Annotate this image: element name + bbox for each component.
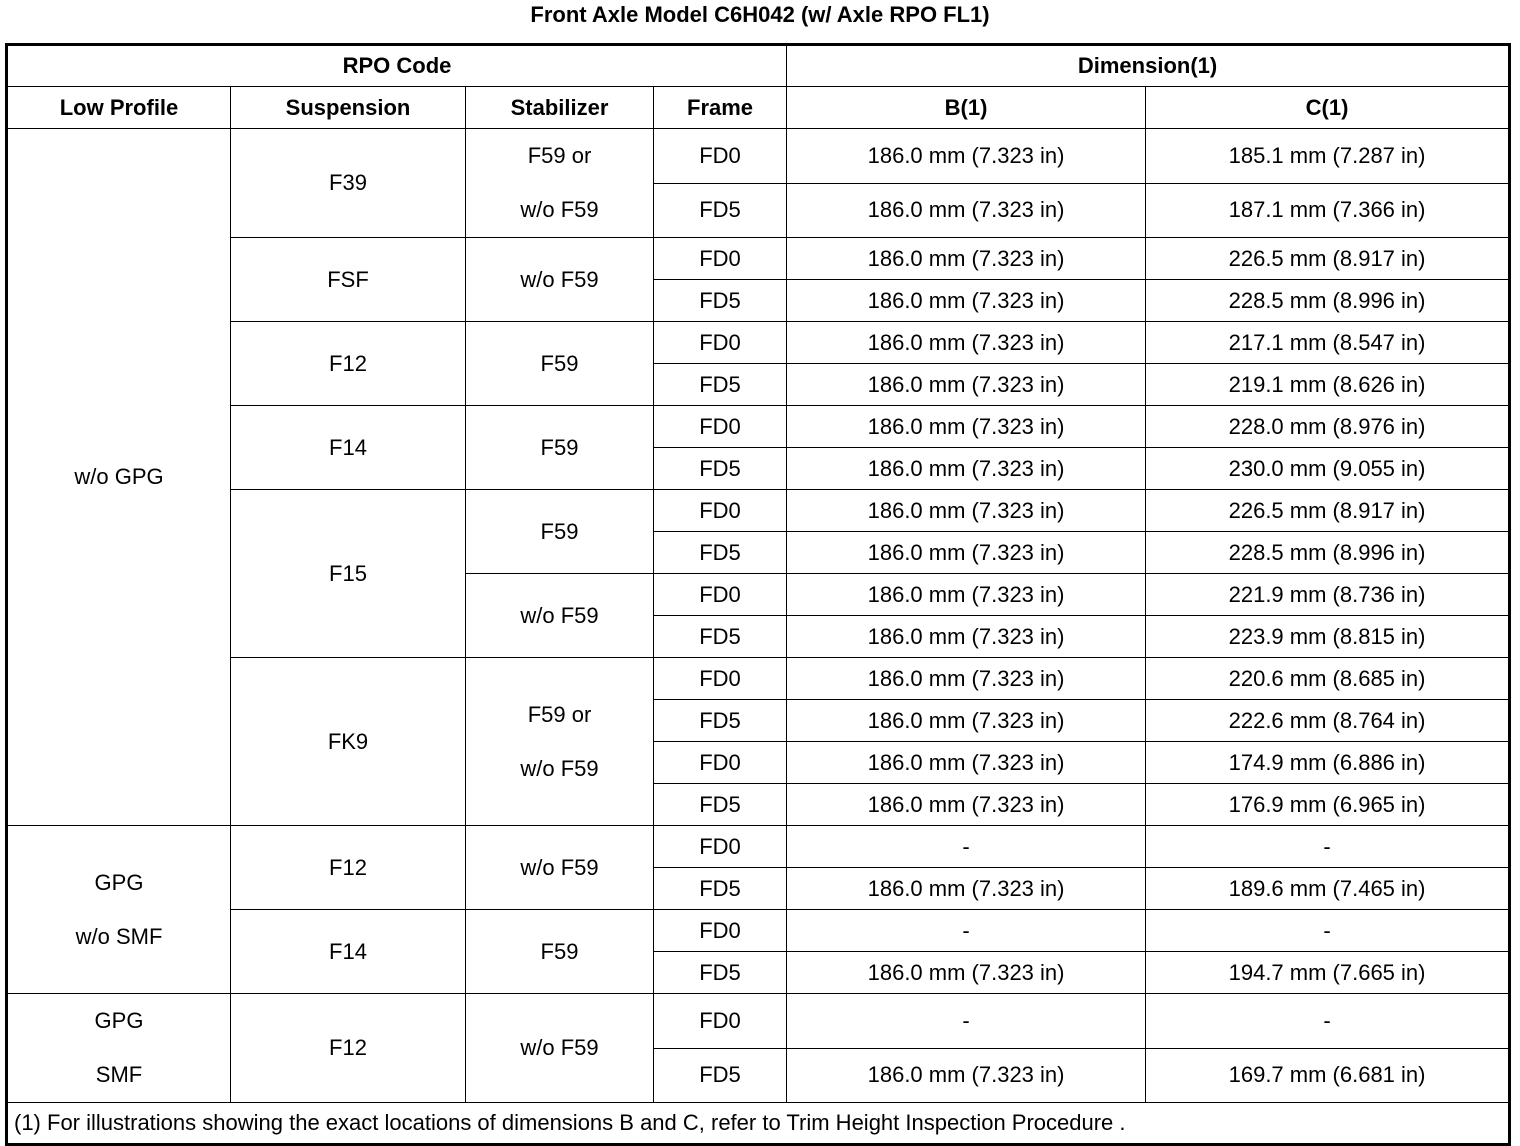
b-cell: 186.0 mm (7.323 in)	[787, 1048, 1146, 1103]
frame-cell: FD5	[654, 952, 787, 994]
stabilizer-cell: F59	[466, 490, 654, 574]
c-cell: -	[1146, 910, 1510, 952]
stabilizer-cell: F59	[466, 322, 654, 406]
suspension-cell: F12	[231, 322, 466, 406]
table-row	[7, 994, 1510, 1049]
low-profile-line: SMF	[95, 1062, 143, 1087]
c-cell: 226.5 mm (8.917 in)	[1146, 490, 1510, 532]
b-cell: -	[787, 910, 1146, 952]
b-cell: 186.0 mm (7.323 in)	[787, 364, 1146, 406]
low-profile-cell	[7, 994, 231, 1103]
low-profile-cell	[7, 826, 231, 994]
c-cell: 221.9 mm (8.736 in)	[1146, 574, 1510, 616]
suspension-cell: F15	[231, 490, 466, 658]
b-cell: 186.0 mm (7.323 in)	[787, 532, 1146, 574]
c-cell: 222.6 mm (8.764 in)	[1146, 700, 1510, 742]
frame-cell: FD0	[654, 826, 787, 868]
c-cell: -	[1146, 994, 1510, 1049]
stabilizer-cell: F59	[466, 406, 654, 490]
frame-cell: FD5	[654, 700, 787, 742]
c-cell: 185.1 mm (7.287 in)	[1146, 129, 1510, 184]
b-cell: 186.0 mm (7.323 in)	[787, 448, 1146, 490]
frame-cell: FD5	[654, 868, 787, 910]
b-cell: 186.0 mm (7.323 in)	[787, 406, 1146, 448]
spec-table	[5, 43, 1511, 1146]
table-row	[7, 238, 1510, 280]
frame-cell: FD0	[654, 910, 787, 952]
c-cell: 174.9 mm (6.886 in)	[1146, 742, 1510, 784]
c-cell: 220.6 mm (8.685 in)	[1146, 658, 1510, 700]
stabilizer-cell	[466, 658, 654, 826]
frame-cell: FD0	[654, 406, 787, 448]
suspension-cell: F39	[231, 129, 466, 238]
b-cell: 186.0 mm (7.323 in)	[787, 742, 1146, 784]
c-cell: 189.6 mm (7.465 in)	[1146, 868, 1510, 910]
b-cell: -	[787, 826, 1146, 868]
header-low-profile: Low Profile	[7, 87, 231, 129]
c-cell: 228.0 mm (8.976 in)	[1146, 406, 1510, 448]
stabilizer-line: F59 or	[527, 143, 592, 168]
b-cell: 186.0 mm (7.323 in)	[787, 238, 1146, 280]
frame-cell: FD0	[654, 574, 787, 616]
header-dimension: Dimension(1)	[787, 45, 1510, 87]
stabilizer-cell	[466, 129, 654, 238]
b-cell: 186.0 mm (7.323 in)	[787, 952, 1146, 994]
header-rpo-code: RPO Code	[7, 45, 787, 87]
frame-cell: FD5	[654, 364, 787, 406]
suspension-cell: F14	[231, 406, 466, 490]
frame-cell: FD5	[654, 183, 787, 238]
low-profile-cell: w/o GPG	[7, 129, 231, 826]
b-cell: 186.0 mm (7.323 in)	[787, 658, 1146, 700]
b-cell: 186.0 mm (7.323 in)	[787, 129, 1146, 184]
c-cell: 169.7 mm (6.681 in)	[1146, 1048, 1510, 1103]
c-cell: 226.5 mm (8.917 in)	[1146, 238, 1510, 280]
header-frame: Frame	[654, 87, 787, 129]
frame-cell: FD5	[654, 532, 787, 574]
table-row	[7, 826, 1510, 868]
frame-cell: FD5	[654, 448, 787, 490]
frame-cell: FD5	[654, 784, 787, 826]
b-cell: 186.0 mm (7.323 in)	[787, 700, 1146, 742]
frame-cell: FD0	[654, 238, 787, 280]
b-cell: 186.0 mm (7.323 in)	[787, 784, 1146, 826]
table-row	[7, 910, 1510, 952]
frame-cell: FD0	[654, 490, 787, 532]
c-cell: 217.1 mm (8.547 in)	[1146, 322, 1510, 364]
low-profile-line: w/o SMF	[75, 923, 163, 949]
stabilizer-line: F59 or	[527, 701, 592, 727]
c-cell: 228.5 mm (8.996 in)	[1146, 280, 1510, 322]
footnote: (1) For illustrations showing the exact locations of dimensions B and C, refer to Trim Height Inspection Procedure .	[7, 1103, 1510, 1145]
stabilizer-line: w/o F59	[520, 197, 599, 222]
table-row	[7, 658, 1510, 700]
footnote-row	[7, 1103, 1510, 1145]
b-cell: 186.0 mm (7.323 in)	[787, 280, 1146, 322]
b-cell: -	[787, 994, 1146, 1049]
table-row	[7, 490, 1510, 532]
b-cell: 186.0 mm (7.323 in)	[787, 616, 1146, 658]
b-cell: 186.0 mm (7.323 in)	[787, 574, 1146, 616]
stabilizer-line: w/o F59	[520, 755, 599, 781]
frame-cell: FD0	[654, 994, 787, 1049]
low-profile-line: GPG	[94, 869, 144, 895]
table-row	[7, 129, 1510, 184]
stabilizer-cell: F59	[466, 910, 654, 994]
c-cell: -	[1146, 826, 1510, 868]
frame-cell: FD0	[654, 322, 787, 364]
suspension-cell: FK9	[231, 658, 466, 826]
header-suspension: Suspension	[231, 87, 466, 129]
low-profile-line: GPG	[94, 1008, 144, 1033]
frame-cell: FD0	[654, 658, 787, 700]
c-cell: 230.0 mm (9.055 in)	[1146, 448, 1510, 490]
c-cell: 187.1 mm (7.366 in)	[1146, 183, 1510, 238]
header-stabilizer: Stabilizer	[466, 87, 654, 129]
stabilizer-cell: w/o F59	[466, 826, 654, 910]
table-row	[7, 322, 1510, 364]
frame-cell: FD0	[654, 742, 787, 784]
b-cell: 186.0 mm (7.323 in)	[787, 868, 1146, 910]
column-header-row	[7, 87, 1510, 129]
c-cell: 223.9 mm (8.815 in)	[1146, 616, 1510, 658]
frame-cell: FD5	[654, 280, 787, 322]
stabilizer-cell: w/o F59	[466, 574, 654, 658]
stabilizer-cell: w/o F59	[466, 994, 654, 1103]
c-cell: 176.9 mm (6.965 in)	[1146, 784, 1510, 826]
suspension-cell: F12	[231, 826, 466, 910]
stabilizer-cell: w/o F59	[466, 238, 654, 322]
c-cell: 219.1 mm (8.626 in)	[1146, 364, 1510, 406]
b-cell: 186.0 mm (7.323 in)	[787, 322, 1146, 364]
table-row	[7, 406, 1510, 448]
frame-cell: FD0	[654, 129, 787, 184]
c-cell: 228.5 mm (8.996 in)	[1146, 532, 1510, 574]
b-cell: 186.0 mm (7.323 in)	[787, 490, 1146, 532]
suspension-cell: F14	[231, 910, 466, 994]
header-c: C(1)	[1146, 87, 1510, 129]
b-cell: 186.0 mm (7.323 in)	[787, 183, 1146, 238]
group-header-row	[7, 45, 1510, 87]
suspension-cell: F12	[231, 994, 466, 1103]
document-title: Front Axle Model C6H042 (w/ Axle RPO FL1)	[530, 2, 990, 27]
c-cell: 194.7 mm (7.665 in)	[1146, 952, 1510, 994]
suspension-cell: FSF	[231, 238, 466, 322]
frame-cell: FD5	[654, 1048, 787, 1103]
header-b: B(1)	[787, 87, 1146, 129]
frame-cell: FD5	[654, 616, 787, 658]
